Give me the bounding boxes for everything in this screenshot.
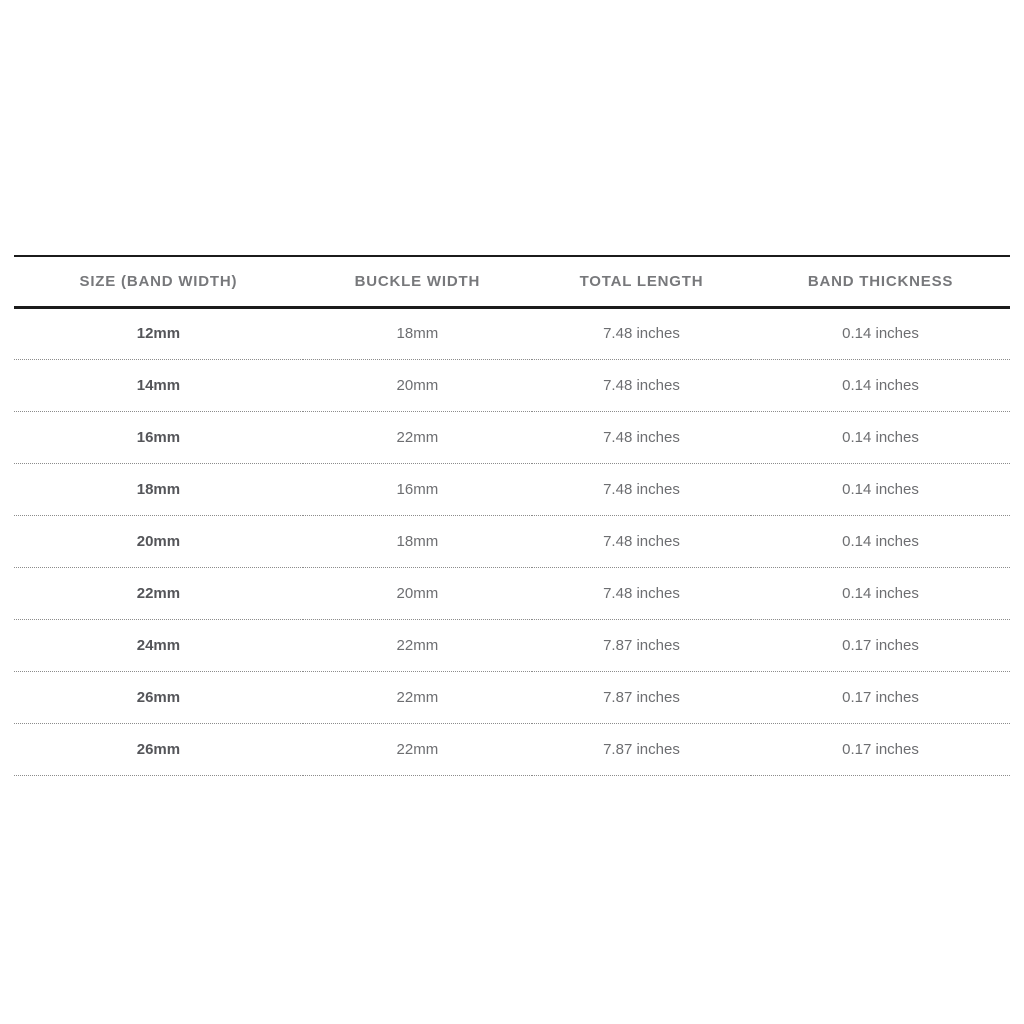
cell-band-thickness: 0.14 inches <box>751 411 1010 463</box>
cell-buckle-width: 18mm <box>303 307 532 359</box>
cell-buckle-width: 22mm <box>303 619 532 671</box>
cell-band-thickness: 0.14 inches <box>751 463 1010 515</box>
cell-band-thickness: 0.17 inches <box>751 671 1010 723</box>
cell-size: 18mm <box>14 463 303 515</box>
column-header-total-length: TOTAL LENGTH <box>532 256 751 307</box>
cell-band-thickness: 0.14 inches <box>751 307 1010 359</box>
cell-size: 22mm <box>14 567 303 619</box>
cell-buckle-width: 20mm <box>303 567 532 619</box>
cell-size: 26mm <box>14 723 303 775</box>
cell-buckle-width: 20mm <box>303 359 532 411</box>
table-row <box>14 411 1010 463</box>
cell-buckle-width: 22mm <box>303 723 532 775</box>
cell-buckle-width: 22mm <box>303 411 532 463</box>
cell-total-length: 7.87 inches <box>532 723 751 775</box>
cell-total-length: 7.48 inches <box>532 515 751 567</box>
cell-buckle-width: 22mm <box>303 671 532 723</box>
column-header-size: SIZE (BAND WIDTH) <box>14 256 303 307</box>
column-header-buckle-width: BUCKLE WIDTH <box>303 256 532 307</box>
cell-total-length: 7.48 inches <box>532 411 751 463</box>
cell-band-thickness: 0.17 inches <box>751 619 1010 671</box>
size-chart-table <box>14 255 1010 776</box>
cell-total-length: 7.48 inches <box>532 567 751 619</box>
table-body <box>14 307 1010 775</box>
cell-buckle-width: 18mm <box>303 515 532 567</box>
cell-size: 16mm <box>14 411 303 463</box>
table-row <box>14 307 1010 359</box>
size-chart-container <box>14 255 1010 776</box>
cell-size: 26mm <box>14 671 303 723</box>
cell-size: 14mm <box>14 359 303 411</box>
cell-size: 20mm <box>14 515 303 567</box>
cell-band-thickness: 0.14 inches <box>751 567 1010 619</box>
table-row <box>14 567 1010 619</box>
table-row <box>14 671 1010 723</box>
cell-total-length: 7.48 inches <box>532 359 751 411</box>
table-row <box>14 619 1010 671</box>
cell-band-thickness: 0.14 inches <box>751 359 1010 411</box>
cell-size: 24mm <box>14 619 303 671</box>
cell-total-length: 7.48 inches <box>532 307 751 359</box>
column-header-band-thickness: BAND THICKNESS <box>751 256 1010 307</box>
cell-band-thickness: 0.14 inches <box>751 515 1010 567</box>
table-row <box>14 463 1010 515</box>
table-header <box>14 256 1010 307</box>
header-row <box>14 256 1010 307</box>
table-row <box>14 723 1010 775</box>
cell-total-length: 7.87 inches <box>532 671 751 723</box>
cell-band-thickness: 0.17 inches <box>751 723 1010 775</box>
cell-size: 12mm <box>14 307 303 359</box>
table-row <box>14 515 1010 567</box>
cell-total-length: 7.87 inches <box>532 619 751 671</box>
table-row <box>14 359 1010 411</box>
cell-total-length: 7.48 inches <box>532 463 751 515</box>
cell-buckle-width: 16mm <box>303 463 532 515</box>
